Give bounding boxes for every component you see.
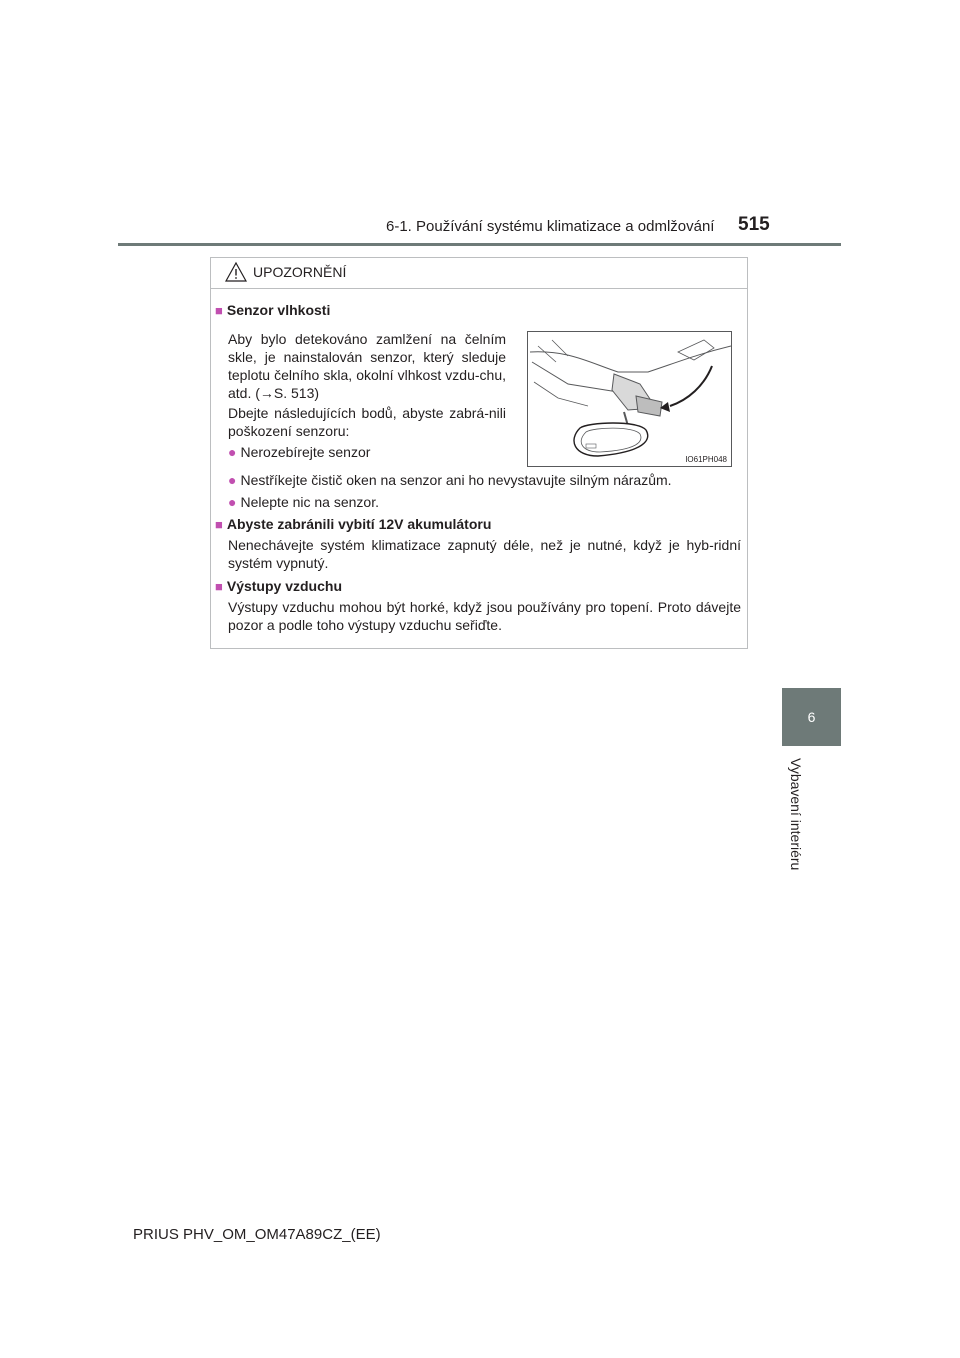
bullet-item: ● Nelepte nic na senzor. (228, 494, 379, 510)
bullet-dot-icon: ● (228, 444, 237, 460)
chapter-number: 6 (807, 709, 816, 725)
warning-header (211, 258, 747, 289)
section-title-humidity-sensor: ■ Senzor vlhkosti (215, 302, 331, 318)
paragraph: Dbejte následujících bodů, abyste zabrá-nili poškození senzoru: (228, 405, 506, 439)
warning-label: UPOZORNĚNÍ (253, 264, 347, 280)
footer-doc-code: PRIUS PHV_OM_OM47A89CZ_(EE) (133, 1226, 381, 1243)
paragraph: Nenechávejte systém klimatizace zapnutý déle, než je nutné, když je hyb-ridní systém vypnutý. (228, 537, 741, 571)
figure-code: IO61PH048 (685, 455, 727, 464)
bullet-dot-icon: ● (228, 472, 237, 488)
sensor-figure (527, 331, 732, 467)
square-bullet-icon: ■ (215, 579, 223, 594)
square-bullet-icon: ■ (215, 517, 223, 532)
section-title-battery: ■ Abyste zabránili vybití 12V akumulátoru (215, 516, 492, 532)
section-title-air-vents: ■ Výstupy vzduchu (215, 578, 342, 594)
chapter-side-title: Vybavení interiéru (788, 757, 804, 871)
page-number: 515 (738, 214, 770, 235)
mirror-sensor-illustration (528, 332, 731, 466)
page-header-title: 6-1. Používání systému klimatizace a odmlžování (386, 218, 715, 235)
paragraph: Aby bylo detekováno zamlžení na čelním skle, je nainstalován senzor, který sleduje teplotu čelního skla, okolní vlhkost vzdu-chu, atd. (→S. 513) (228, 331, 506, 401)
paragraph: Výstupy vzduchu mohou být horké, když jsou používány pro topení. Proto dávejte pozor a podle toho výstupy vzduchu seřiďte. (228, 599, 741, 633)
bullet-item: ● Nerozebírejte senzor (228, 444, 371, 460)
chapter-tab[interactable] (782, 688, 841, 746)
bullet-item: ● Nestříkejte čistič oken na senzor ani ho nevystavujte silným nárazům. (228, 472, 672, 488)
bullet-dot-icon: ● (228, 494, 237, 510)
header-rule (118, 243, 841, 246)
warning-box (210, 257, 748, 649)
warning-triangle-icon (225, 261, 247, 283)
square-bullet-icon: ■ (215, 303, 223, 318)
